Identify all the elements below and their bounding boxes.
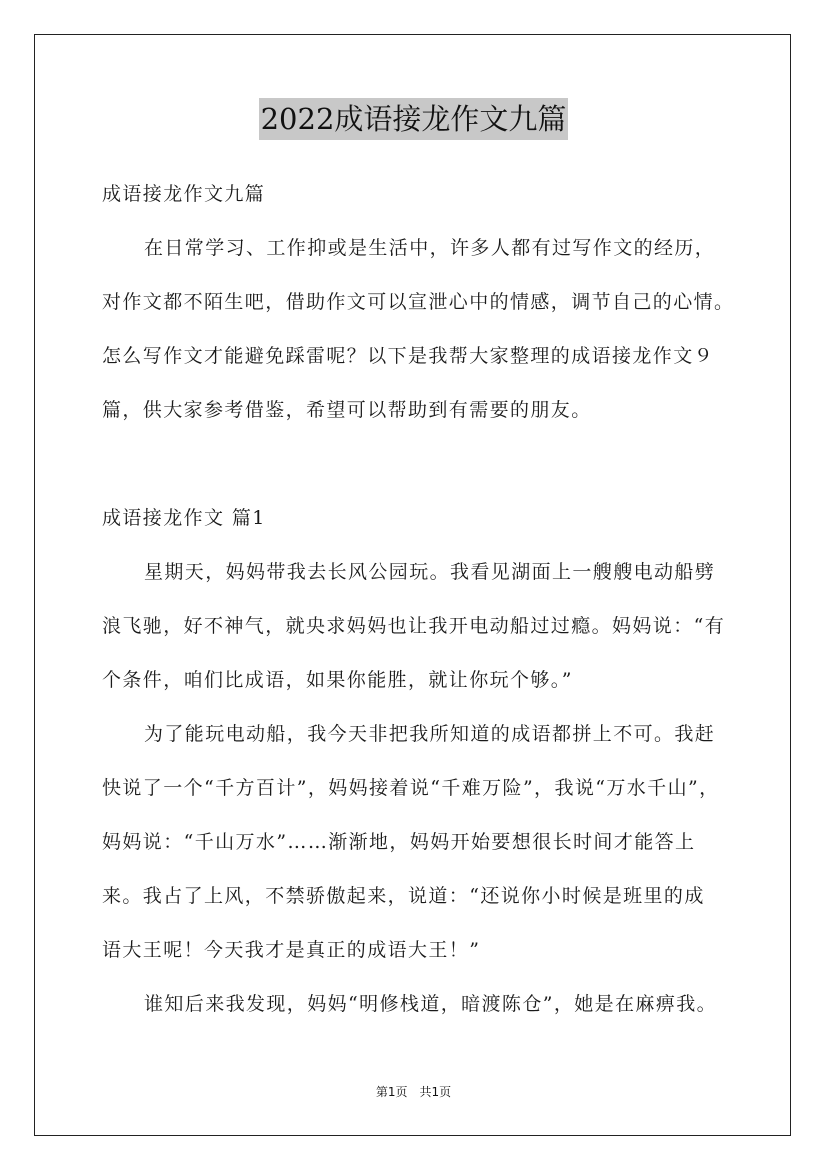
section-heading: 成语接龙作文 篇1 <box>102 507 266 529</box>
intro-line-3: 怎么写作文才能避免踩雷呢？以下是我帮大家整理的成语接龙作文９ <box>102 345 715 367</box>
paragraph1-line-3: 个条件，咱们比成语，如果你能胜，就让你玩个够。” <box>102 669 573 691</box>
intro-line-2: 对作文都不陌生吧，借助作文可以宣泄心中的情感，调节自己的心情。 <box>102 291 735 313</box>
paragraph2-line-4: 来。我占了上风，不禁骄傲起来，说道：“还说你小时候是班里的成 <box>102 885 705 907</box>
intro-line-1: 在日常学习、工作抑或是生活中，许多人都有过写作文的经历， <box>144 237 716 259</box>
paragraph2-line-1: 为了能玩电动船，我今天非把我所知道的成语都拼上不可。我赶 <box>144 723 716 745</box>
paragraph1-line-2: 浪飞驰，好不神气，就央求妈妈也让我开电动船过过瘾。妈妈说：“有 <box>102 615 726 637</box>
document-subtitle: 成语接龙作文九篇 <box>102 183 266 205</box>
paragraph3-line-1: 谁知后来我发现，妈妈“明修栈道，暗渡陈仓”，她是在麻痹我。 <box>144 993 718 1015</box>
paragraph1-line-1: 星期天，妈妈带我去长风公园玩。我看见湖面上一艘艘电动船劈 <box>144 561 716 583</box>
paragraph2-line-2: 快说了一个“千方百计”，妈妈接着说“千难万险”，我说“万水千山”， <box>102 777 720 799</box>
title-container <box>0 98 827 140</box>
page-footer: 第1页 共1页 <box>375 1085 452 1099</box>
document-title: 2022成语接龙作文九篇 <box>259 98 569 140</box>
intro-line-4: 篇，供大家参考借鉴，希望可以帮助到有需要的朋友。 <box>102 399 592 421</box>
paragraph2-line-5: 语大王呢！今天我才是真正的成语大王！” <box>102 939 481 961</box>
paragraph2-line-3: 妈妈说：“千山万水”……渐渐地，妈妈开始要想很长时间才能答上 <box>102 831 696 853</box>
